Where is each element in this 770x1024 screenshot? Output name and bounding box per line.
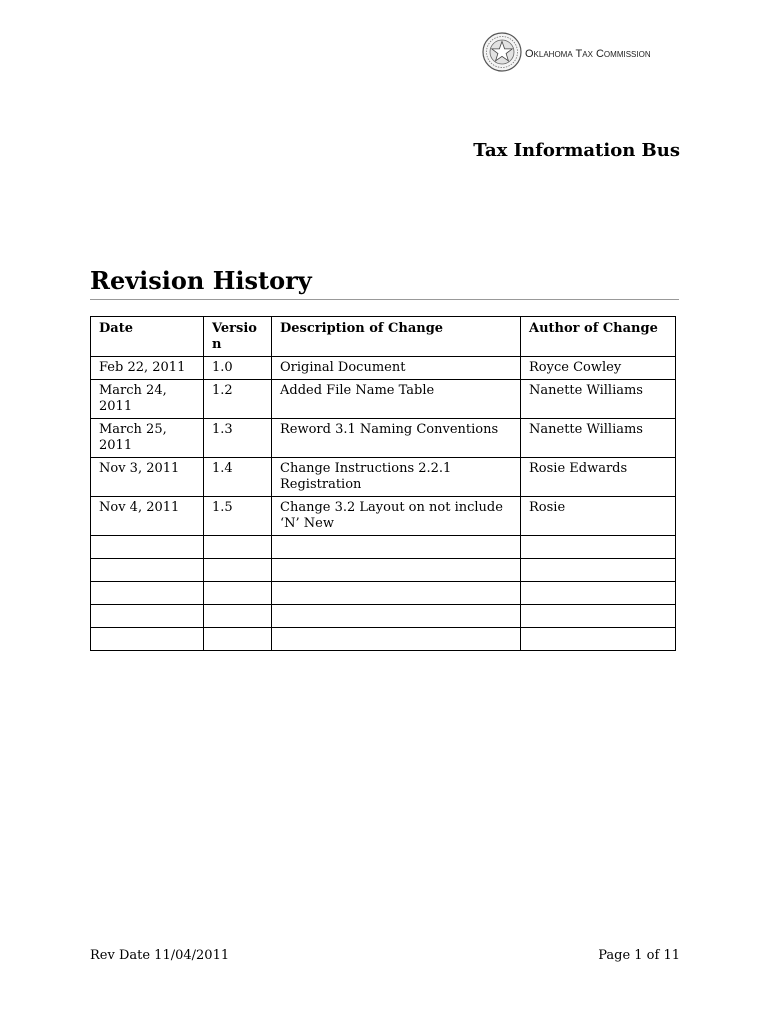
empty-table-row bbox=[91, 605, 676, 628]
table-header-row bbox=[91, 317, 676, 357]
empty-cell bbox=[204, 582, 272, 605]
empty-table-row bbox=[91, 559, 676, 582]
empty-cell bbox=[204, 605, 272, 628]
empty-cell bbox=[521, 536, 676, 559]
empty-cell bbox=[204, 536, 272, 559]
cell-date: Feb 22, 2011 bbox=[91, 357, 204, 380]
state-seal-icon bbox=[482, 32, 522, 72]
footer-rev-date: Rev Date 11/04/2011 bbox=[90, 948, 230, 963]
cell-description: Change 3.2 Layout on not include ‘N’ New bbox=[272, 497, 521, 536]
cell-version: 1.0 bbox=[204, 357, 272, 380]
table-row bbox=[91, 458, 676, 497]
cell-version: 1.4 bbox=[204, 458, 272, 497]
empty-cell bbox=[272, 628, 521, 651]
empty-cell bbox=[91, 559, 204, 582]
empty-cell bbox=[204, 628, 272, 651]
cell-date: March 24, 2011 bbox=[91, 380, 204, 419]
section-title: Revision History bbox=[90, 266, 312, 295]
empty-cell bbox=[521, 605, 676, 628]
header-author: Author of Change bbox=[521, 317, 676, 357]
cell-description: Added File Name Table bbox=[272, 380, 521, 419]
footer-page-number: Page 1 of 11 bbox=[598, 948, 680, 963]
cell-author: Nanette Williams bbox=[521, 419, 676, 458]
empty-cell bbox=[91, 605, 204, 628]
cell-author: Nanette Williams bbox=[521, 380, 676, 419]
cell-date: March 25, 2011 bbox=[91, 419, 204, 458]
header-version: Version bbox=[204, 317, 272, 357]
cell-version: 1.3 bbox=[204, 419, 272, 458]
empty-cell bbox=[521, 559, 676, 582]
cell-description: Reword 3.1 Naming Conventions bbox=[272, 419, 521, 458]
header-date: Date bbox=[91, 317, 204, 357]
empty-cell bbox=[272, 536, 521, 559]
empty-table-row bbox=[91, 582, 676, 605]
table-row bbox=[91, 380, 676, 419]
table-row bbox=[91, 497, 676, 536]
cell-date: Nov 4, 2011 bbox=[91, 497, 204, 536]
cell-author: Royce Cowley bbox=[521, 357, 676, 380]
table-row bbox=[91, 419, 676, 458]
empty-cell bbox=[272, 559, 521, 582]
empty-cell bbox=[272, 605, 521, 628]
cell-description: Original Document bbox=[272, 357, 521, 380]
empty-cell bbox=[521, 628, 676, 651]
empty-cell bbox=[91, 536, 204, 559]
revision-history-table bbox=[90, 316, 676, 651]
empty-cell bbox=[521, 582, 676, 605]
cell-description: Change Instructions 2.2.1 Registration bbox=[272, 458, 521, 497]
empty-table-row bbox=[91, 628, 676, 651]
document-title: Tax Information Bus bbox=[473, 140, 680, 161]
organization-name: Oklahoma Tax Commission bbox=[525, 48, 651, 60]
empty-cell bbox=[91, 582, 204, 605]
cell-version: 1.5 bbox=[204, 497, 272, 536]
section-rule bbox=[90, 299, 679, 300]
cell-version: 1.2 bbox=[204, 380, 272, 419]
empty-table-row bbox=[91, 536, 676, 559]
empty-cell bbox=[204, 559, 272, 582]
cell-date: Nov 3, 2011 bbox=[91, 458, 204, 497]
cell-author: Rosie bbox=[521, 497, 676, 536]
page-header bbox=[482, 30, 682, 76]
header-description: Description of Change bbox=[272, 317, 521, 357]
cell-author: Rosie Edwards bbox=[521, 458, 676, 497]
empty-cell bbox=[91, 628, 204, 651]
empty-cell bbox=[272, 582, 521, 605]
table-row bbox=[91, 357, 676, 380]
